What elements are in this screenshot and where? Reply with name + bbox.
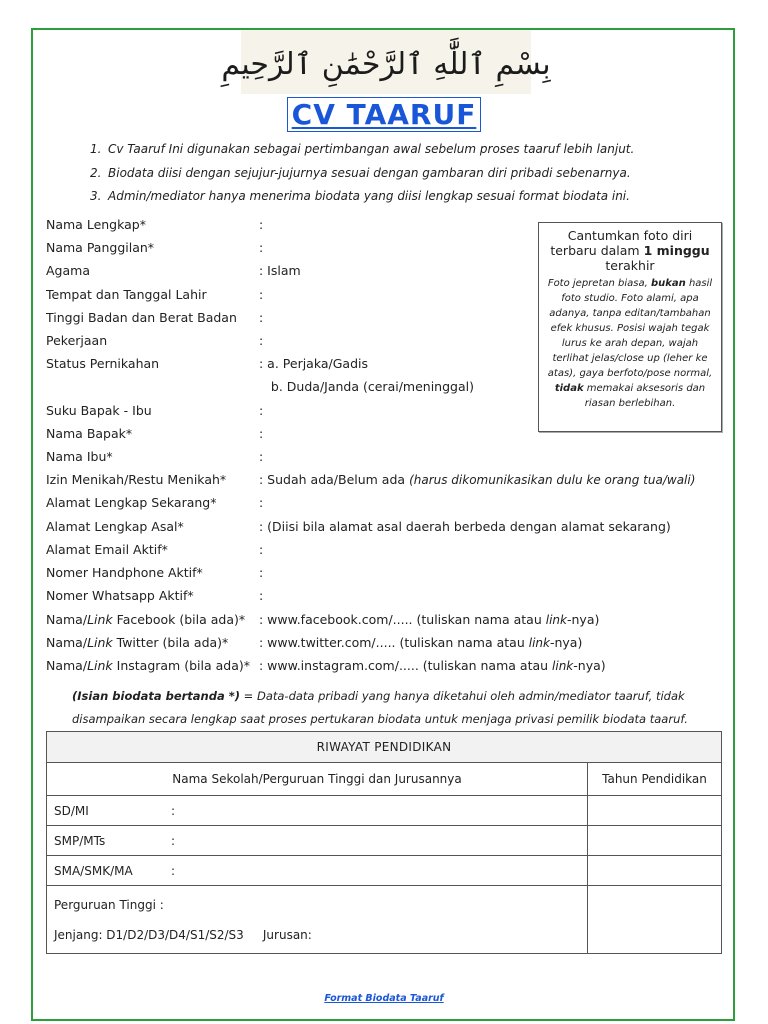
field-label-instagram: Nama/Link Instagram (bila ada)*	[46, 658, 250, 673]
instruction-list	[90, 138, 730, 209]
field-label-nama-lengkap: Nama Lengkap*	[46, 217, 146, 232]
field-value-whatsapp[interactable]: :	[259, 588, 264, 603]
pt-jenjang-line: Jenjang: D1/D2/D3/D4/S1/S2/S3 Jurusan:	[54, 927, 312, 942]
photo-instruction-heading: Cantumkan foto diri terbaru dalam 1 minggu terakhir	[550, 228, 710, 273]
education-cell-smp[interactable]: SMP/MTs :	[47, 826, 588, 856]
instruction-item: 3. Admin/mediator hanya menerima biodata yang diisi lengkap sesuai format biodata ini.	[90, 189, 630, 203]
column-header-year: Tahun Pendidikan	[588, 763, 722, 796]
field-label-pekerjaan: Pekerjaan	[46, 333, 108, 348]
field-value-handphone[interactable]: :	[259, 565, 264, 580]
field-value-nama-ibu[interactable]: :	[259, 449, 264, 464]
page-title	[0, 98, 768, 132]
field-label-handphone: Nomer Handphone Aktif*	[46, 565, 203, 580]
field-value-ttl[interactable]: :	[259, 287, 264, 302]
photo-placeholder-box[interactable]	[538, 222, 722, 432]
education-table-caption: RIWAYAT PENDIDIKAN	[47, 732, 722, 763]
field-label-alamat-asal: Alamat Lengkap Asal*	[46, 519, 184, 534]
instruction-item: 2. Biodata diisi dengan sejujur-jujurnya sesuai dengan gambaran diri pribadi sebenarnya.	[90, 165, 631, 180]
field-label-agama: Agama	[46, 263, 90, 278]
column-header-school: Nama Sekolah/Perguruan Tinggi dan Jurusannya	[47, 763, 588, 796]
field-label-whatsapp: Nomer Whatsapp Aktif*	[46, 588, 194, 603]
field-value-alamat-sekarang[interactable]: :	[259, 495, 264, 510]
basmala-calligraphy	[221, 30, 551, 94]
field-value-alamat-asal[interactable]: : (Diisi bila alamat asal daerah berbeda dengan alamat sekarang)	[259, 519, 671, 534]
field-value-nama-bapak[interactable]: :	[259, 426, 264, 441]
table-row	[47, 856, 722, 886]
field-value-nama-panggilan[interactable]: :	[259, 240, 264, 255]
table-row	[47, 826, 722, 856]
basmala-image	[221, 30, 551, 94]
education-year-pt[interactable]	[588, 886, 722, 954]
education-cell-pt[interactable]	[47, 886, 588, 954]
education-year-sd[interactable]	[588, 796, 722, 826]
field-label-twitter: Nama/Link Twitter (bila ada)*	[46, 635, 229, 650]
field-value-tinggi-berat[interactable]: :	[259, 310, 264, 325]
field-value-nama-lengkap[interactable]: :	[259, 217, 264, 232]
table-row	[47, 796, 722, 826]
pt-label: Perguruan Tinggi :	[54, 897, 164, 912]
field-value-status-b[interactable]: b. Duda/Janda (cerai/meninggal)	[259, 379, 474, 394]
privacy-disclaimer: (Isian biodata bertanda *) = Data-data pribadi yang hanya diketahui oleh admin/mediator taaruf, tidak disampaikan secara lengkap saat proses pertukaran biodata untuk menjaga privasi pemilik biodata taaruf.	[72, 689, 688, 726]
field-value-instagram[interactable]: : www.instagram.com/..... (tuliskan nama atau link-nya)	[259, 658, 606, 673]
field-label-ttl: Tempat dan Tanggal Lahir	[46, 287, 207, 302]
field-value-facebook[interactable]: : www.facebook.com/..... (tuliskan nama atau link-nya)	[259, 612, 600, 627]
field-value-email[interactable]: :	[259, 542, 264, 557]
field-value-izin[interactable]: : Sudah ada/Belum ada (harus dikomunikasikan dulu ke orang tua/wali)	[259, 472, 696, 487]
field-value-agama[interactable]: : Islam	[259, 263, 301, 278]
field-label-alamat-sekarang: Alamat Lengkap Sekarang*	[46, 495, 217, 510]
field-label-status: Status Pernikahan	[46, 356, 160, 371]
education-year-sma[interactable]	[588, 856, 722, 886]
field-label-suku: Suku Bapak - Ibu	[46, 403, 152, 418]
footer-link[interactable]: Format Biodata Taaruf	[324, 993, 444, 1004]
field-label-izin: Izin Menikah/Restu Menikah*	[46, 472, 227, 487]
field-label-nama-ibu: Nama Ibu*	[46, 449, 113, 464]
education-cell-sd[interactable]: SD/MI :	[47, 796, 588, 826]
photo-instruction-body: Foto jepretan biasa, bukan hasil foto studio. Foto alami, apa adanya, tanpa editan/tambahan efek khusus. Posisi wajah tegak lurus ke arah depan, wajah terlihat jelas/close up (leher ke atas), gaya berfoto/pose normal, tidak memakai aksesoris dan riasan berlebihan.	[547, 278, 713, 409]
education-year-smp[interactable]	[588, 826, 722, 856]
field-value-status-a[interactable]: : a. Perjaka/Gadis	[259, 356, 369, 371]
title-text: CV TAARUF	[287, 97, 482, 132]
field-label-facebook: Nama/Link Facebook (bila ada)*	[46, 612, 246, 627]
table-row	[47, 886, 722, 954]
field-label-nama-panggilan: Nama Panggilan*	[46, 240, 155, 255]
field-label-email: Alamat Email Aktif*	[46, 542, 168, 557]
izin-note: (harus dikomunikasikan dulu ke orang tua/wali)	[409, 473, 696, 487]
svg-text:بِسْمِ ٱللَّٰهِ ٱلرَّحْمَٰنِ ٱ: بِسْمِ ٱللَّٰهِ ٱلرَّحْمَٰنِ ٱلرَّحِيمِ	[221, 47, 551, 82]
field-value-pekerjaan[interactable]: :	[259, 333, 264, 348]
education-cell-sma[interactable]: SMA/SMK/MA :	[47, 856, 588, 886]
education-table	[46, 731, 722, 954]
field-label-tinggi-berat: Tinggi Badan dan Berat Badan	[46, 310, 237, 325]
field-value-twitter[interactable]: : www.twitter.com/..... (tuliskan nama atau link-nya)	[259, 635, 583, 650]
field-value-suku[interactable]: :	[259, 403, 264, 418]
instruction-item: 1. Cv Taaruf Ini digunakan sebagai pertimbangan awal sebelum proses taaruf lebih lanjut.	[90, 142, 635, 156]
field-label-nama-bapak: Nama Bapak*	[46, 426, 133, 441]
